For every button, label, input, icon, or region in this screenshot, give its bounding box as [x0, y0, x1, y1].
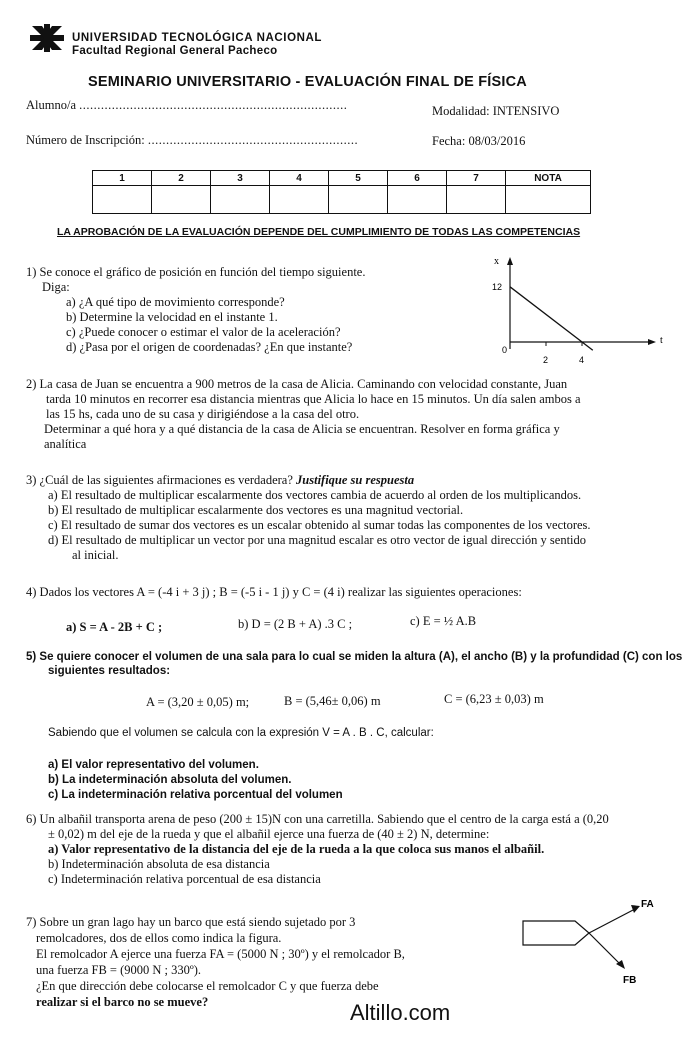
question-4-a: a) S = A - 2B + C ; [66, 620, 163, 634]
enrollment-label: Número de Inscripción: .......................................................... [26, 133, 359, 147]
grade-cell [329, 186, 388, 214]
grade-cell [447, 186, 506, 214]
grade-cell [270, 186, 329, 214]
student-dots: .......................................................................... [79, 98, 348, 112]
faculty-name: Facultad Regional General Pacheco [72, 45, 278, 57]
position-time-graph [470, 255, 670, 370]
enrollment-dots: .......................................................... [147, 133, 359, 147]
question-4-c: c) E = ½ A.B [410, 614, 477, 628]
y-axis-label: x [494, 256, 499, 267]
question-6: 6) Un albañil transporta arena de peso (200 ± 15)N con una carretilla. Sabiendo que el centro de la carga está a (0,20 ± 0,02) m del eje de la rueda y que el albañil ejerce una fuerza de (40 ± 2) N, determine: a) Valor representativo de la distancia del eje de la rueda a la que coloca sus manos el albañil. b) Indeterminación absoluta de esa distancia c) Indeterminación relativa porcentual de esa distancia [26, 812, 609, 886]
x-tick-label: 4 [579, 355, 585, 365]
grade-header-4: 4 [270, 171, 329, 186]
measure-A: A = (3,20 ± 0,05) m; [146, 695, 250, 709]
measure-C: C = (6,23 ± 0,03) m [444, 692, 544, 706]
question-5: 5) Se quiere conocer el volumen de una sala para lo cual se miden la altura (A), el ancho (B) y la profundidad (C) con los siguientes resultados: [26, 651, 683, 677]
question-4-b: b) D = (2 B + A) .3 C ; [238, 617, 353, 631]
grade-cell [388, 186, 447, 214]
grade-header-3: 3 [211, 171, 270, 186]
volume-formula: Sabiendo que el volumen se calcula con la expresión V = A . B . C, calcular: [48, 727, 434, 739]
question-1: 1) Se conoce el gráfico de posición en función del tiempo siguiente. Diga: a) ¿A qué tipo de movimiento corresponde? b) Determine la velocidad en el instante 1. c) ¿Puede conocer o estimar el valor de la aceleración? d) ¿Pasa por el origen de coordenadas? ¿En que instante? [26, 265, 366, 354]
force-a-arrow [589, 909, 635, 933]
grades-table [92, 170, 591, 214]
grade-header-nota: NOTA [506, 171, 591, 186]
grade-header-1: 1 [93, 171, 152, 186]
grade-cell [152, 186, 211, 214]
force-b-label: FB [623, 975, 637, 986]
grade-header-5: 5 [329, 171, 388, 186]
date-label: Fecha: 08/03/2016 [432, 134, 526, 148]
watermark: Altillo.com [350, 1000, 451, 1025]
boat-shape [523, 921, 589, 945]
utn-logo [30, 24, 64, 52]
grade-header-6: 6 [388, 171, 447, 186]
x-axis-arrow [648, 339, 656, 345]
boat-force-figure [515, 893, 675, 988]
question-4-intro: 4) Dados los vectores A = (-4 i + 3 j) ; B = (-5 i - 1 j) y C = (4 i) realizar las siguientes operaciones: [26, 585, 522, 599]
justify-note: Justifique su respuesta [296, 473, 415, 487]
x-tick-label: 2 [543, 355, 549, 365]
page-title: SEMINARIO UNIVERSITARIO - EVALUACIÓN FINAL DE FÍSICA [88, 74, 527, 90]
grade-cell [211, 186, 270, 214]
x-axis-label: t [660, 335, 663, 346]
measure-B: B = (5,46± 0,06) m [284, 694, 381, 708]
competencies-notice: LA APROBACIÓN DE LA EVALUACIÓN DEPENDE DEL CUMPLIMIENTO DE TODAS LAS COMPETENCIAS [57, 226, 581, 238]
origin-label: 0 [502, 345, 508, 355]
grade-cell [506, 186, 591, 214]
grades-header-row [93, 171, 591, 186]
question-5-parts: a) El valor representativo del volumen. b) La indeterminación absoluta del volumen. c) La indeterminación relativa porcentual del volumen [48, 759, 343, 801]
grade-cell [93, 186, 152, 214]
grade-header-2: 2 [152, 171, 211, 186]
y-axis-arrow [507, 257, 513, 265]
question-2: 2) La casa de Juan se encuentra a 900 metros de la casa de Alicia. Caminando con velocidad constante, Juan tarda 10 minutos en recorrer esa distancia mientras que Alicia lo hace en 15 minutos. Un día salen ambos a las 15 hs, cada uno de su casa y dirigiéndose a la casa del otro. Determinar a qué hora y a qué distancia de la casa de Alicia se encuentran. Resolver en forma gráfica y analítica [26, 377, 581, 451]
series-line [510, 287, 593, 350]
y-tick-label: 12 [492, 281, 503, 292]
mode-label: Modalidad: INTENSIVO [432, 104, 560, 118]
grade-header-7: 7 [447, 171, 506, 186]
university-name: UNIVERSIDAD TECNOLÓGICA NACIONAL [72, 32, 323, 44]
student-label: Alumno/a .......................................................................... [26, 98, 348, 112]
grades-value-row [93, 186, 591, 214]
force-a-label: FA [641, 899, 654, 910]
question-7: 7) Sobre un gran lago hay un barco que está siendo sujetado por 3 remolcadores, dos de ellos como indica la figura. El remolcador A ejerce una fuerza FA = (5000 N ; 30º) y el remolcador B, una fuerza FB = (9000 N ; 330º). ¿En que dirección debe colocarse el remolcador C y que fuerza debe realizar si el barco no se mueve? [26, 915, 405, 1009]
force-b-arrow [589, 933, 621, 965]
question-3: 3) ¿Cuál de las siguientes afirmaciones es verdadera? Justifique su respuesta a) El resultado de multiplicar escalarmente dos vectores cambia de acuerdo al orden de los multiplicandos. b) El resultado de multiplicar escalarmente dos vectores es una magnitud vectorial. c) El resultado de sumar dos vectores es un escalar obtenido al sumar todas las componentes de los vectores. d) El resultado de multiplicar un vector por una magnitud escalar es otro vector de igual dirección y sentido al inicial. [26, 473, 591, 562]
